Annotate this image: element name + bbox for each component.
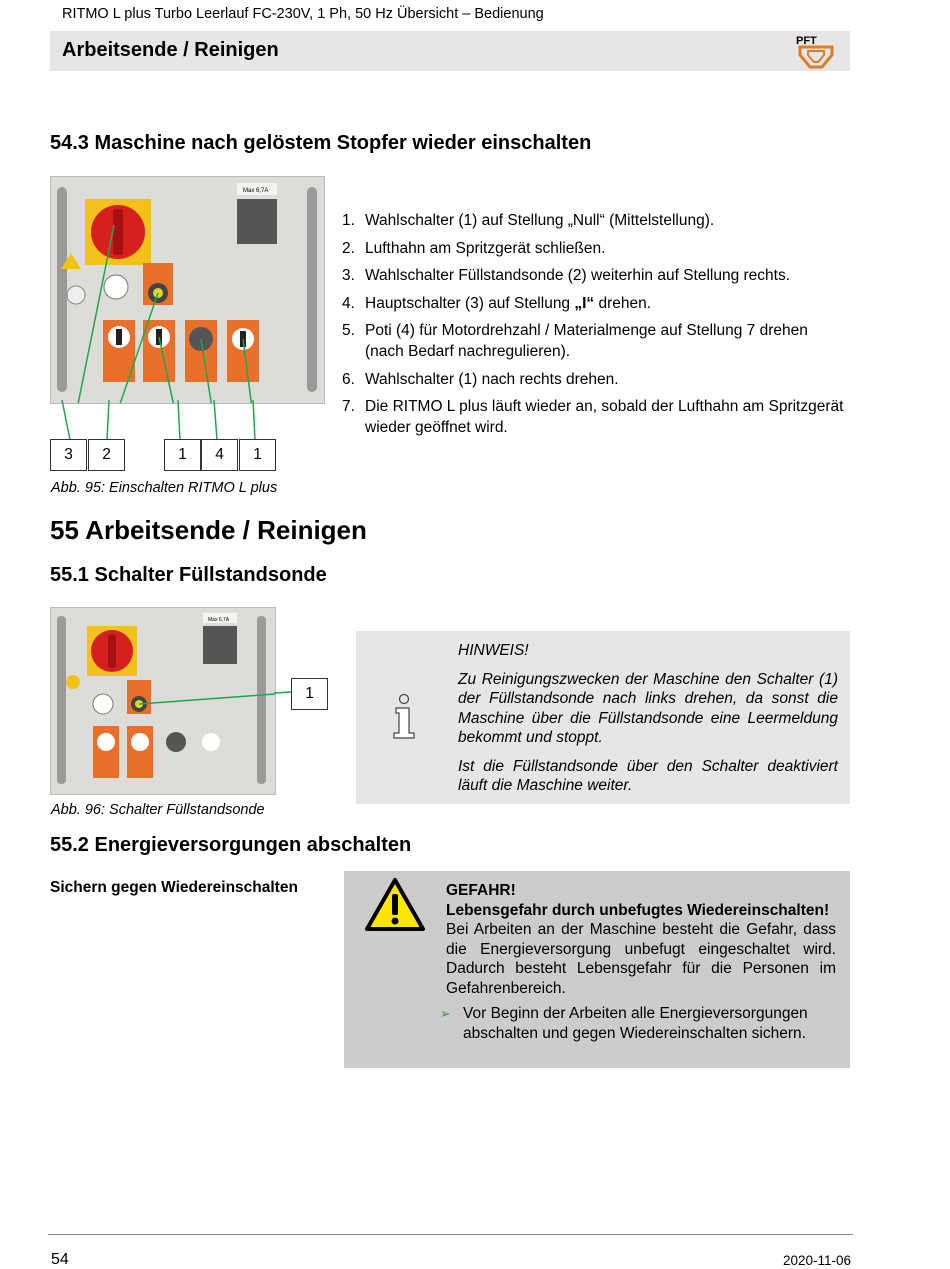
page-date: 2020-11-06 [782,1253,851,1268]
step-text: Wahlschalter (1) auf Stellung „Null“ (Mittelstellung). [365,212,715,229]
step-number: 7. [342,398,355,415]
section-heading-54-3: 54.3 Maschine nach gelöstem Stopfer wieder einschalten [50,132,592,154]
fill-level-switch-illustration [51,608,275,794]
note-title: HINWEIS! [458,642,529,659]
callout-connector [274,690,292,698]
note-paragraph: Zu Reinigungszwecken der Maschine den Schalter (1) der Füllstandsonde nach links drehen, da sonst die Maschine über die Füllstandsonde eine Leermeldung bekommt und stoppt. [458,670,838,746]
section-heading-55-2: 55.2 Energieversorgungen abschalten [50,834,412,856]
arrow-bullet-icon: ➢ [440,1006,451,1021]
callout-connectors [50,400,290,442]
step-number: 3. [342,267,355,284]
step-number: 4. [342,294,355,312]
danger-title: GEFAHR! [446,882,516,899]
step-number: 6. [342,370,355,388]
warning-triangle-icon [364,877,426,933]
logo-text: PFT [796,35,817,47]
control-panel-photo [50,176,325,404]
step-text: Die RITMO L plus läuft wieder an, sobald der Lufthahn am Spritzgerät wieder geöffnet wird. [365,398,844,436]
callout-box: 3 [50,439,87,471]
figure-caption-95: Abb. 95: Einschalten RITMO L plus [51,480,278,496]
note-text [458,641,838,805]
step-number: 5. [342,322,355,339]
danger-bullet [440,1004,836,1043]
page-number: 54 [51,1251,69,1268]
step-text: Hauptschalter (3) auf Stellung [365,294,575,312]
section-heading-55-1: 55.1 Schalter Füllstandsonde [50,564,327,586]
note-box [356,631,850,804]
step-item [342,320,847,362]
step-item [342,369,847,390]
side-label: Sichern gegen Wiedereinschalten [50,879,298,896]
step-number: 2. [342,239,355,257]
callout-box: 4 [201,439,238,471]
document-header: RITMO L plus Turbo Leerlauf FC-230V, 1 Ph, 50 Hz Übersicht – Bedienung [62,6,544,22]
photo-label: Max 6,7A [243,188,269,194]
callout-box: 1 [239,439,276,471]
figure-caption-96: Abb. 96: Schalter Füllstandsonde [51,802,265,818]
step-text: Wahlschalter (1) nach rechts drehen. [365,370,619,388]
callout-box: 2 [88,439,125,471]
danger-text [440,881,836,1043]
section-bar-title: Arbeitsende / Reinigen [62,39,279,61]
callout-box: 1 [291,678,328,710]
step-item [342,396,847,438]
note-paragraph: Ist die Füllstandsonde über den Schalter deaktiviert läuft die Maschine weiter. [458,757,838,794]
section-bar [50,31,850,71]
step-text: Wahlschalter Füllstandsonde (2) weiterhin auf Stellung rechts. [365,267,791,284]
control-panel-illustration [51,177,324,403]
step-item [342,238,847,259]
step-item [342,265,847,286]
danger-body: Bei Arbeiten an der Maschine besteht die Gefahr, dass die Energieversorgung unbefugt eingeschaltet wird. Dadurch besteht Lebensgefahr für die Personen im Gefahrenbereich. [446,921,836,997]
step-text: Lufthahn am Spritzgerät schließen. [365,239,606,257]
step-item [342,293,847,314]
fill-level-switch-photo [50,607,276,795]
step-text: drehen. [594,294,652,312]
step-bold: „I“ [574,294,595,312]
callout-box: 1 [164,439,201,471]
pft-logo [792,33,838,71]
steps-list [342,210,847,445]
chapter-heading-55: 55 Arbeitsende / Reinigen [50,515,367,545]
photo-label: Max 6,7A [208,617,230,623]
step-text: Poti (4) für Motordrehzahl / Materialmenge auf Stellung 7 drehen (nach Bedarf nachregulieren). [365,322,808,360]
step-item [342,210,847,231]
info-icon [390,693,418,739]
danger-bullet-text: Vor Beginn der Arbeiten alle Energieversorgungen abschalten und gegen Wiedereinschalten sichern. [463,1005,808,1042]
footer-divider [48,1234,853,1235]
step-number: 1. [342,212,355,229]
danger-subtitle: Lebensgefahr durch unbefugtes Wiedereinschalten! [446,901,830,919]
danger-box [344,871,850,1068]
